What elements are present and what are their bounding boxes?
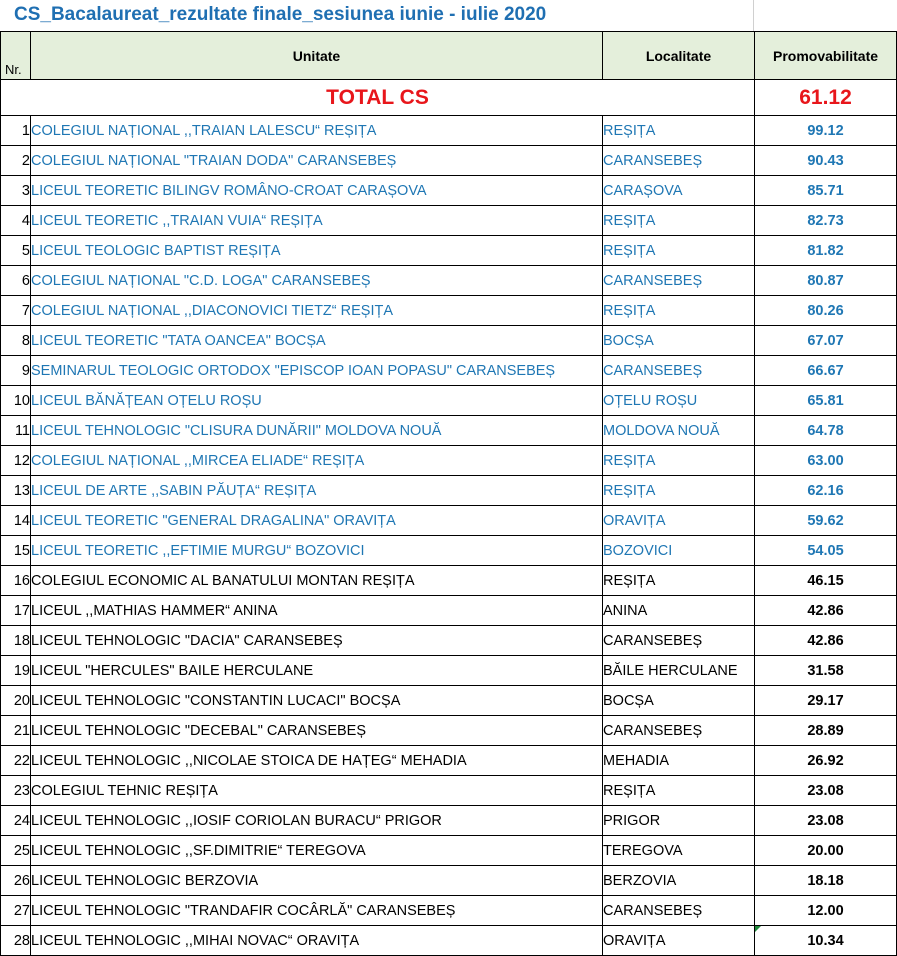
- unit-name-cell[interactable]: COLEGIUL NAȚIONAL ,,TRAIAN LALESCU“ REȘIȚA: [31, 116, 603, 146]
- localitate-cell[interactable]: REȘIȚA: [603, 476, 755, 506]
- total-row: [1, 80, 897, 116]
- localitate-cell[interactable]: BOCȘA: [603, 326, 755, 356]
- unit-name-cell[interactable]: LICEUL TEHNOLOGIC "DECEBAL" CARANSEBEȘ: [31, 716, 603, 746]
- unit-name-cell[interactable]: LICEUL TEORETIC ,,TRAIAN VUIA“ REȘIȚA: [31, 206, 603, 236]
- promovabilitate-cell[interactable]: 80.26: [755, 296, 897, 326]
- promovabilitate-cell[interactable]: 80.87: [755, 266, 897, 296]
- table-row: [1, 296, 897, 326]
- row-number-cell[interactable]: 14: [1, 506, 31, 536]
- unit-name-cell[interactable]: LICEUL TEHNOLOGIC "DACIA" CARANSEBEȘ: [31, 626, 603, 656]
- row-number-cell[interactable]: 28: [1, 926, 31, 956]
- table-row: [1, 476, 897, 506]
- unit-name-cell[interactable]: LICEUL TEHNOLOGIC ,,IOSIF CORIOLAN BURACU“ PRIGOR: [31, 806, 603, 836]
- unit-name-cell[interactable]: LICEUL TEOLOGIC BAPTIST REȘIȚA: [31, 236, 603, 266]
- title-row: [0, 0, 897, 31]
- header-unit[interactable]: Unitate: [31, 32, 603, 80]
- table-row: [1, 386, 897, 416]
- promovabilitate-cell[interactable]: 99.12: [755, 116, 897, 146]
- table-row: [1, 806, 897, 836]
- total-value[interactable]: 61.12: [755, 80, 897, 116]
- promovabilitate-cell[interactable]: 28.89: [755, 716, 897, 746]
- localitate-cell[interactable]: REȘIȚA: [603, 116, 755, 146]
- table-row: [1, 716, 897, 746]
- promovabilitate-cell[interactable]: 12.00: [755, 896, 897, 926]
- promovabilitate-cell[interactable]: 42.86: [755, 626, 897, 656]
- table-row: [1, 746, 897, 776]
- table-row: [1, 506, 897, 536]
- promovabilitate-cell[interactable]: 26.92: [755, 746, 897, 776]
- row-number-cell[interactable]: 27: [1, 896, 31, 926]
- promovabilitate-cell[interactable]: 31.58: [755, 656, 897, 686]
- unit-name-cell[interactable]: LICEUL TEHNOLOGIC "CLISURA DUNĂRII" MOLDOVA NOUĂ: [31, 416, 603, 446]
- table-row: [1, 776, 897, 806]
- localitate-cell[interactable]: OȚELU ROȘU: [603, 386, 755, 416]
- promovabilitate-cell[interactable]: 65.81: [755, 386, 897, 416]
- unit-name-cell[interactable]: LICEUL TEORETIC BILINGV ROMÂNO-CROAT CARAȘOVA: [31, 176, 603, 206]
- row-number-cell[interactable]: 18: [1, 626, 31, 656]
- row-number-cell[interactable]: 4: [1, 206, 31, 236]
- promovabilitate-cell[interactable]: 29.17: [755, 686, 897, 716]
- promovabilitate-cell[interactable]: 63.00: [755, 446, 897, 476]
- unit-name-cell[interactable]: LICEUL TEHNOLOGIC ,,MIHAI NOVAC“ ORAVIȚA: [31, 926, 603, 956]
- localitate-cell[interactable]: CARANSEBEȘ: [603, 716, 755, 746]
- unit-name-cell[interactable]: COLEGIUL NAȚIONAL ,,DIACONOVICI TIETZ“ REȘIȚA: [31, 296, 603, 326]
- promovabilitate-cell[interactable]: 62.16: [755, 476, 897, 506]
- title-cell-divider: [601, 0, 754, 31]
- table-row: [1, 116, 897, 146]
- promovabilitate-cell[interactable]: 18.18: [755, 866, 897, 896]
- unit-name-cell[interactable]: COLEGIUL TEHNIC REȘIȚA: [31, 776, 603, 806]
- unit-name-cell[interactable]: COLEGIUL ECONOMIC AL BANATULUI MONTAN REȘIȚA: [31, 566, 603, 596]
- table-row: [1, 356, 897, 386]
- row-number-cell[interactable]: 8: [1, 326, 31, 356]
- table-row: [1, 416, 897, 446]
- unit-name-cell[interactable]: LICEUL TEHNOLOGIC ,,SF.DIMITRIE“ TEREGOVA: [31, 836, 603, 866]
- table-row: [1, 596, 897, 626]
- table-row: [1, 536, 897, 566]
- row-number-cell[interactable]: 20: [1, 686, 31, 716]
- promovabilitate-cell[interactable]: 54.05: [755, 536, 897, 566]
- promovabilitate-cell[interactable]: 20.00: [755, 836, 897, 866]
- row-number-cell[interactable]: 22: [1, 746, 31, 776]
- localitate-cell[interactable]: ORAVIȚA: [603, 926, 755, 956]
- table-row: [1, 656, 897, 686]
- localitate-cell[interactable]: BOCȘA: [603, 686, 755, 716]
- localitate-cell[interactable]: CARANSEBEȘ: [603, 896, 755, 926]
- promovabilitate-cell[interactable]: 66.67: [755, 356, 897, 386]
- localitate-cell[interactable]: REȘIȚA: [603, 206, 755, 236]
- localitate-cell[interactable]: REȘIȚA: [603, 776, 755, 806]
- promovabilitate-cell[interactable]: 90.43: [755, 146, 897, 176]
- localitate-cell[interactable]: MEHADIA: [603, 746, 755, 776]
- table-row: [1, 236, 897, 266]
- header-nr[interactable]: Nr.: [1, 32, 31, 80]
- unit-name-cell[interactable]: LICEUL ,,MATHIAS HAMMER“ ANINA: [31, 596, 603, 626]
- table-row: [1, 446, 897, 476]
- localitate-cell[interactable]: REȘIȚA: [603, 296, 755, 326]
- promovabilitate-cell[interactable]: 64.78: [755, 416, 897, 446]
- table-row: [1, 266, 897, 296]
- row-number-cell[interactable]: 25: [1, 836, 31, 866]
- unit-name-cell[interactable]: LICEUL TEHNOLOGIC BERZOVIA: [31, 866, 603, 896]
- row-number-cell[interactable]: 15: [1, 536, 31, 566]
- localitate-cell[interactable]: CARANSEBEȘ: [603, 626, 755, 656]
- promovabilitate-cell[interactable]: 10.34: [755, 926, 897, 956]
- localitate-cell[interactable]: BOZOVICI: [603, 536, 755, 566]
- table-row: [1, 146, 897, 176]
- localitate-cell[interactable]: CARANSEBEȘ: [603, 266, 755, 296]
- table-row: [1, 926, 897, 956]
- unit-name-cell[interactable]: COLEGIUL NAȚIONAL "C.D. LOGA" CARANSEBEȘ: [31, 266, 603, 296]
- row-number-cell[interactable]: 21: [1, 716, 31, 746]
- table-row: [1, 686, 897, 716]
- row-number-cell[interactable]: 26: [1, 866, 31, 896]
- table-row: [1, 896, 897, 926]
- unit-name-cell[interactable]: LICEUL TEORETIC ,,EFTIMIE MURGU“ BOZOVICI: [31, 536, 603, 566]
- localitate-cell[interactable]: BĂILE HERCULANE: [603, 656, 755, 686]
- promovabilitate-cell[interactable]: 42.86: [755, 596, 897, 626]
- row-number-cell[interactable]: 13: [1, 476, 31, 506]
- unit-name-cell[interactable]: LICEUL TEORETIC "TATA OANCEA" BOCȘA: [31, 326, 603, 356]
- promovabilitate-cell[interactable]: 85.71: [755, 176, 897, 206]
- table-row: [1, 566, 897, 596]
- row-number-cell[interactable]: 2: [1, 146, 31, 176]
- table-row: [1, 176, 897, 206]
- row-number-cell[interactable]: 3: [1, 176, 31, 206]
- row-number-cell[interactable]: 5: [1, 236, 31, 266]
- promovabilitate-cell[interactable]: 59.62: [755, 506, 897, 536]
- promovabilitate-cell[interactable]: 46.15: [755, 566, 897, 596]
- sheet-title: CS_Bacalaureat_rezultate finale_sesiunea iunie - iulie 2020: [14, 4, 547, 25]
- promovabilitate-cell[interactable]: 81.82: [755, 236, 897, 266]
- promovabilitate-cell[interactable]: 67.07: [755, 326, 897, 356]
- localitate-cell[interactable]: ANINA: [603, 596, 755, 626]
- row-number-cell[interactable]: 23: [1, 776, 31, 806]
- unit-name-cell[interactable]: LICEUL TEHNOLOGIC "TRANDAFIR COCÂRLĂ" CARANSEBEȘ: [31, 896, 603, 926]
- unit-name-cell[interactable]: LICEUL DE ARTE ,,SABIN PĂUȚA“ REȘIȚA: [31, 476, 603, 506]
- results-table: [0, 31, 897, 956]
- row-number-cell[interactable]: 24: [1, 806, 31, 836]
- promovabilitate-cell[interactable]: 23.08: [755, 776, 897, 806]
- table-row: [1, 206, 897, 236]
- row-number-cell[interactable]: 9: [1, 356, 31, 386]
- promovabilitate-cell[interactable]: 23.08: [755, 806, 897, 836]
- unit-name-cell[interactable]: LICEUL "HERCULES" BAILE HERCULANE: [31, 656, 603, 686]
- localitate-cell[interactable]: TEREGOVA: [603, 836, 755, 866]
- localitate-cell[interactable]: REȘIȚA: [603, 446, 755, 476]
- row-number-cell[interactable]: 11: [1, 416, 31, 446]
- unit-name-cell[interactable]: LICEUL TEHNOLOGIC ,,NICOLAE STOICA DE HAȚEG“ MEHADIA: [31, 746, 603, 776]
- unit-name-cell[interactable]: COLEGIUL NAȚIONAL ,,MIRCEA ELIADE“ REȘIȚA: [31, 446, 603, 476]
- row-number-cell[interactable]: 10: [1, 386, 31, 416]
- table-row: [1, 836, 897, 866]
- row-number-cell[interactable]: 6: [1, 266, 31, 296]
- row-number-cell[interactable]: 12: [1, 446, 31, 476]
- header-localitate[interactable]: Localitate: [603, 32, 755, 80]
- unit-name-cell[interactable]: SEMINARUL TEOLOGIC ORTODOX "EPISCOP IOAN POPASU" CARANSEBEȘ: [31, 356, 603, 386]
- row-number-cell[interactable]: 19: [1, 656, 31, 686]
- localitate-cell[interactable]: REȘIȚA: [603, 566, 755, 596]
- row-number-cell[interactable]: 17: [1, 596, 31, 626]
- table-row: [1, 866, 897, 896]
- row-number-cell[interactable]: 1: [1, 116, 31, 146]
- row-number-cell[interactable]: 16: [1, 566, 31, 596]
- promovabilitate-cell[interactable]: 82.73: [755, 206, 897, 236]
- table-row: [1, 326, 897, 356]
- localitate-cell[interactable]: MOLDOVA NOUĂ: [603, 416, 755, 446]
- row-number-cell[interactable]: 7: [1, 296, 31, 326]
- localitate-cell[interactable]: BERZOVIA: [603, 866, 755, 896]
- cell-comment-marker-icon: [755, 926, 761, 932]
- unit-name-cell[interactable]: LICEUL BĂNĂȚEAN OȚELU ROȘU: [31, 386, 603, 416]
- unit-name-cell[interactable]: COLEGIUL NAȚIONAL "TRAIAN DODA" CARANSEBEȘ: [31, 146, 603, 176]
- localitate-cell[interactable]: CARANSEBEȘ: [603, 146, 755, 176]
- unit-name-cell[interactable]: LICEUL TEORETIC "GENERAL DRAGALINA" ORAVIȚA: [31, 506, 603, 536]
- localitate-cell[interactable]: ORAVIȚA: [603, 506, 755, 536]
- header-row: [1, 32, 897, 80]
- localitate-cell[interactable]: REȘIȚA: [603, 236, 755, 266]
- localitate-cell[interactable]: CARANSEBEȘ: [603, 356, 755, 386]
- localitate-cell[interactable]: PRIGOR: [603, 806, 755, 836]
- unit-name-cell[interactable]: LICEUL TEHNOLOGIC "CONSTANTIN LUCACI" BOCȘA: [31, 686, 603, 716]
- table-row: [1, 626, 897, 656]
- total-label[interactable]: TOTAL CS: [1, 80, 755, 116]
- localitate-cell[interactable]: CARAȘOVA: [603, 176, 755, 206]
- header-promovabilitate[interactable]: Promovabilitate: [755, 32, 897, 80]
